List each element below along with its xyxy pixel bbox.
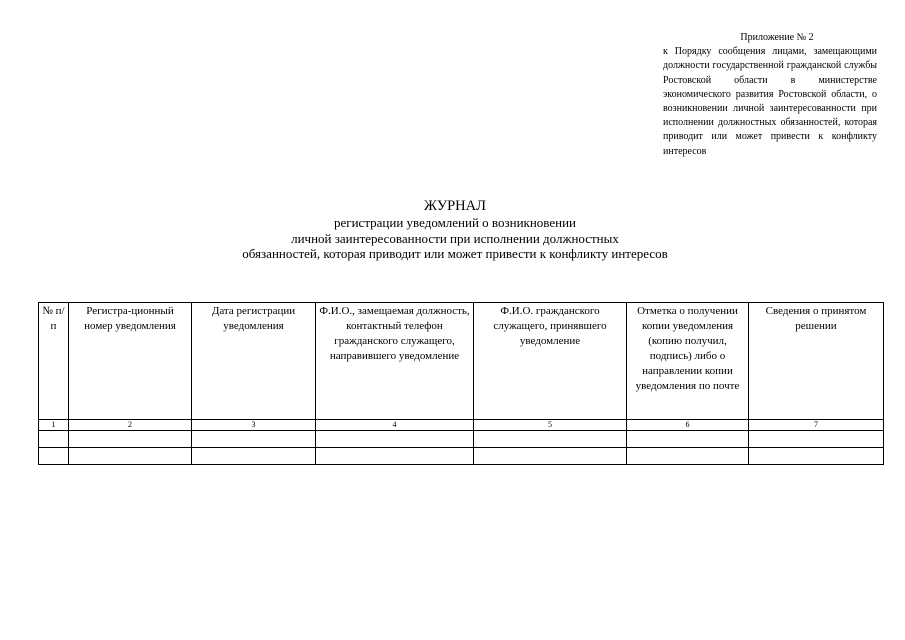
journal-title-block (150, 198, 760, 262)
table-cell (69, 448, 192, 465)
journal-subtitle-line-1: регистрации уведомлений о возникновении (333, 215, 577, 230)
column-number-cell: 6 (627, 420, 749, 431)
table-cell (316, 448, 474, 465)
appendix-text: к Порядку сообщения лицами, замещающими должности государственной гражданской службы Ростовской области в министерстве экономического развития Ростовской области, о возникновении личной заинтересованности при исполнении должностных обязанностей, которая приводит или может привести к конфликту интересов (663, 46, 877, 157)
table-cell (627, 448, 749, 465)
column-number-cell: 2 (69, 420, 192, 431)
table-cell (316, 431, 474, 448)
column-number-cell: 3 (192, 420, 316, 431)
header-cell-sender: Ф.И.О., замещаемая должность, контактный телефон гражданского служащего, направившего уведомление (316, 303, 474, 420)
table-cell (749, 431, 884, 448)
table-cell (627, 431, 749, 448)
header-cell-receiver: Ф.И.О. гражданского служащего, принявшего уведомление (474, 303, 627, 420)
table-row (39, 448, 884, 465)
appendix-number: Приложение № 2 (740, 32, 814, 43)
header-cell-registration-number: Регистра-ционный номер уведомления (69, 303, 192, 420)
table-header-row (39, 303, 884, 420)
journal-subtitle-line-2: личной заинтересованности при исполнении должностных (291, 230, 619, 246)
table-cell (39, 448, 69, 465)
header-cell-number: № п/п (39, 303, 69, 420)
journal-subtitle-line-3: обязанностей, которая приводит или может привести к конфликту интересов (242, 246, 668, 261)
table-cell (474, 448, 627, 465)
table-cell (749, 448, 884, 465)
table-cell (192, 448, 316, 465)
table-cell (192, 431, 316, 448)
column-number-cell: 5 (474, 420, 627, 431)
journal-table (38, 302, 884, 465)
column-number-row (39, 420, 884, 431)
table-cell (474, 431, 627, 448)
header-cell-registration-date: Дата регистрации уведомления (192, 303, 316, 420)
header-cell-copy-mark: Отметка о получении копии уведомления (копию получил, подпись) либо о направлении копии уведомления по почте (627, 303, 749, 420)
column-number-cell: 4 (316, 420, 474, 431)
table-cell (39, 431, 69, 448)
appendix-block (663, 31, 877, 159)
journal-title: ЖУРНАЛ (424, 198, 486, 214)
column-number-cell: 1 (39, 420, 69, 431)
table-row (39, 431, 884, 448)
table-cell (69, 431, 192, 448)
column-number-cell: 7 (749, 420, 884, 431)
header-cell-decision: Сведения о принятом решении (749, 303, 884, 420)
